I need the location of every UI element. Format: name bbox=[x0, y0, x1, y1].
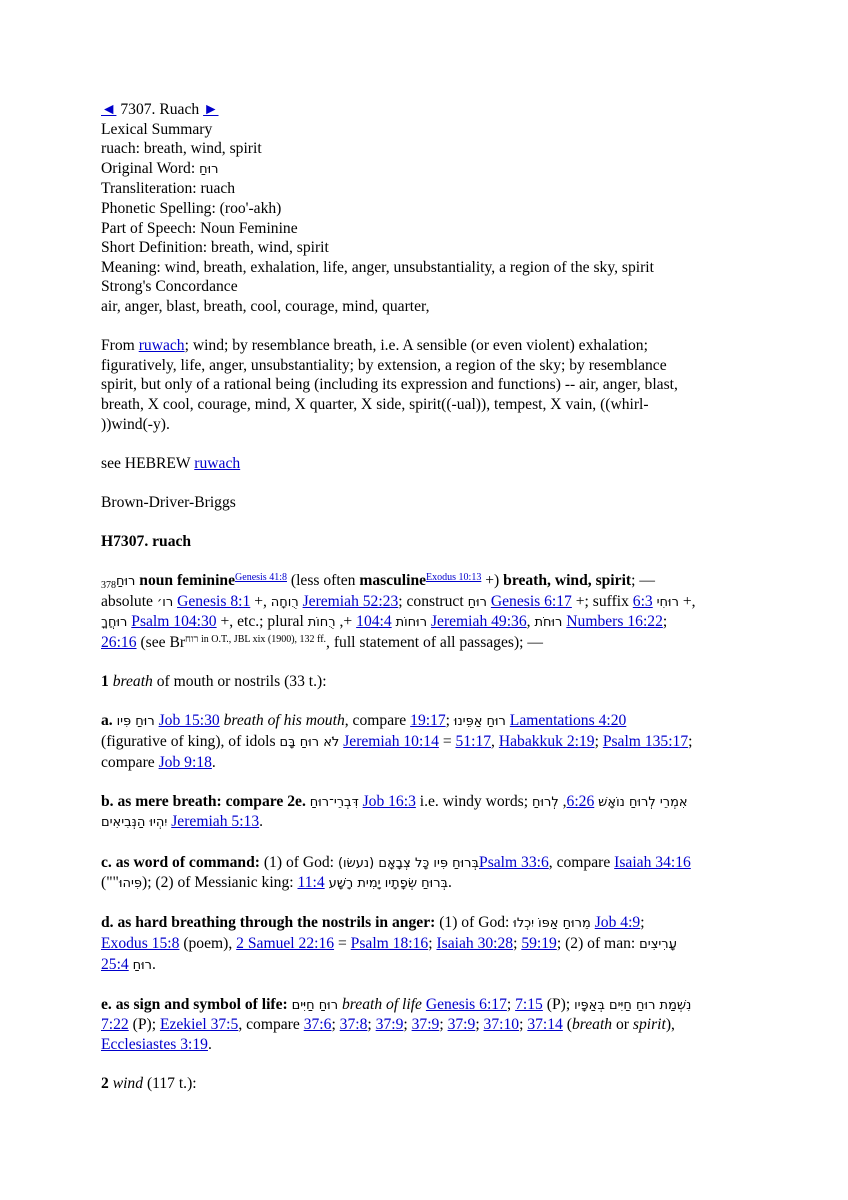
reference-link[interactable]: Ezekiel 37:5 bbox=[159, 1016, 239, 1034]
reference-link[interactable]: 37:9 bbox=[375, 1016, 404, 1034]
hebrew-text: רוּחַ פִּיו bbox=[116, 714, 155, 730]
text: (117 t.): bbox=[146, 1075, 197, 1093]
hebrew-text: דִּבְרֵי־רוּחַ bbox=[309, 794, 359, 810]
reference-link[interactable]: 37:14 bbox=[527, 1016, 563, 1034]
text: +, bbox=[339, 613, 353, 631]
text: d. as hard breathing through the nostrils in anger: bbox=[101, 914, 436, 932]
reference-link[interactable]: Numbers 16:22 bbox=[566, 613, 663, 631]
see-hebrew bbox=[101, 454, 751, 474]
hebrew-text: רוּחִי bbox=[656, 594, 679, 610]
reference-link[interactable]: Psalm 135:17 bbox=[602, 733, 689, 750]
text: H7307. ruach bbox=[101, 533, 192, 551]
text: . bbox=[259, 813, 264, 831]
prev-entry-link[interactable]: ◄ bbox=[101, 101, 117, 118]
text: 2 bbox=[101, 1075, 109, 1093]
sense-1e: e. as sign and symbol of life: רוּחַ חַיִּים breath of life Genesis 6:17; 7:15 (P); נִשְׁמַת רוּחַ חַיִּים בְּאַפָּיו 7:22 (P); Ezekiel 37:5, compare 37:6; 37:8; 37:9; 37:9; 37:9; 37:10; 37:14 (breath or spirit), Ecclesiastes 3:19. bbox=[101, 995, 692, 1053]
text: breath of his mouth bbox=[223, 712, 345, 730]
reference-link[interactable]: 59:19 bbox=[521, 934, 557, 952]
text: . bbox=[152, 955, 156, 973]
text: ; wind; by resemblance breath, i.e. A sensible (or even violent) exhalation; bbox=[184, 337, 648, 355]
text: . bbox=[207, 1035, 212, 1053]
sense-1c bbox=[101, 853, 751, 894]
reference-link[interactable]: Lamentations 4:20 bbox=[509, 712, 627, 730]
text: spirit, but only of a rational being (including its expression and functions) -- air, anger, blast, bbox=[101, 376, 678, 394]
text: see HEBREW bbox=[101, 454, 191, 472]
sense-1d: d. as hard breathing through the nostrils in anger: (1) of God: מֵרוּחַ אַפּוֺ יִכְלוּ Job 4:9; Exodus 15:8 (poem), 2 Samuel 22:16 = Psalm 18:16; Isaiah 30:28; 59:19; (2) of man: עָרִיצִים רוּחַ 25:4 . bbox=[101, 914, 677, 973]
reference-link[interactable]: Psalm 18:16 bbox=[350, 934, 429, 952]
gloss: ruach: breath, wind, spirit bbox=[101, 140, 262, 158]
reference-link[interactable]: Exodus 10:13 bbox=[426, 572, 482, 584]
reference-link[interactable]: Genesis 6:17 bbox=[425, 995, 507, 1013]
reference-link[interactable]: 25:4 bbox=[101, 955, 129, 973]
text: ), bbox=[665, 1016, 675, 1034]
phonetic-spelling: Phonetic Spelling: (roo'-akh) bbox=[101, 199, 282, 217]
hebrew-text: רוּחַ bbox=[132, 957, 153, 973]
reference-link[interactable]: Ecclesiastes 3:19 bbox=[101, 1035, 208, 1053]
document-page bbox=[101, 100, 751, 1094]
see-ruwach-link[interactable]: ruwach bbox=[194, 454, 241, 472]
reference-link[interactable]: Psalm 33:6 bbox=[479, 853, 549, 871]
hebrew-text: רוּחַ חַיִּים bbox=[291, 997, 339, 1013]
reference-link[interactable]: 19:17 bbox=[410, 712, 446, 730]
count: 378 bbox=[101, 580, 116, 592]
original-word bbox=[101, 159, 751, 180]
text: (less often bbox=[290, 572, 356, 590]
text: ("" bbox=[101, 874, 119, 892]
reference-link[interactable]: Psalm 104:30 bbox=[131, 613, 217, 631]
next-entry-link[interactable]: ► bbox=[203, 101, 219, 118]
reference-link[interactable]: 7:15 bbox=[515, 995, 543, 1013]
part-of-speech: Part of Speech: Noun Feminine bbox=[101, 219, 298, 237]
reference-link[interactable]: 51:17 bbox=[455, 733, 492, 750]
hebrew-text: רוּחַ bbox=[116, 574, 136, 590]
reference-link[interactable]: Genesis 41:8 bbox=[235, 572, 287, 584]
meaning: Meaning: wind, breath, exhalation, life, anger, unsubstantiality, a region of the sky, spirit bbox=[101, 258, 654, 276]
reference-link[interactable]: 6:3 bbox=[632, 592, 653, 610]
reference-link[interactable]: Exodus 15:8 bbox=[101, 934, 180, 952]
text: , bbox=[491, 733, 495, 750]
text: ( bbox=[566, 1016, 572, 1034]
text: +; suffix bbox=[575, 592, 629, 610]
hebrew-text: בְּרוּחַ שְׂפָתָיו יָמִית רָשָׁע bbox=[328, 876, 449, 892]
sense-2-heading bbox=[101, 1074, 751, 1094]
text: (poem), bbox=[183, 934, 233, 952]
text: +) bbox=[485, 572, 500, 590]
text: . bbox=[211, 753, 216, 771]
hebrew-text: פִּיהוּ bbox=[118, 876, 142, 892]
hebrew-text: עָרִיצִים bbox=[639, 936, 677, 952]
text: b. as mere breath: compare 2e. bbox=[101, 792, 306, 810]
text: breath bbox=[112, 673, 153, 691]
ruwach-link[interactable]: ruwach bbox=[138, 337, 185, 355]
text: ; bbox=[506, 995, 512, 1013]
lexical-summary-heading: Lexical Summary bbox=[101, 120, 213, 138]
concordance-heading: Strong's Concordance bbox=[101, 278, 238, 296]
reference-link[interactable]: Jeremiah 10:14 bbox=[343, 733, 439, 750]
reference-link[interactable]: Job 15:30 bbox=[158, 712, 220, 730]
text: , compare bbox=[344, 712, 407, 730]
hebrew-text: רֻוחָה bbox=[270, 594, 299, 610]
reference-link[interactable]: Isaiah 30:28 bbox=[436, 934, 514, 952]
reference-link[interactable]: Job 4:9 bbox=[594, 914, 641, 932]
hebrew-text: רוּחוֺת bbox=[395, 615, 428, 631]
hebrew-text: יִהְיוּ הַנְּבִיאִים bbox=[101, 815, 168, 831]
reference-link[interactable]: Jeremiah 52:23 bbox=[302, 592, 399, 610]
sense-1a: a. רוּחַ פִּיו Job 15:30 breath of his mouth, compare 19:17; רוּחַ אַפֵּינוּ Lamentations 4:20 (figurative of king), of idols לֹא רוּחַ בָּם Jeremiah 10:14 = 51:17, Habakkuk 2:19; Psalm 135:17; compare Job 9:18. bbox=[101, 712, 693, 771]
reference-link[interactable]: Job 16:3 bbox=[362, 792, 416, 810]
text: spirit bbox=[632, 1016, 666, 1034]
hebrew-text: (נעשׂו) בְּרוּחַ פִּיו כָּל צְבָאָם bbox=[337, 855, 480, 871]
reference-link[interactable]: 2 Samuel 22:16 bbox=[236, 934, 335, 952]
text: or bbox=[616, 1016, 629, 1034]
reference-link[interactable]: Genesis 6:17 bbox=[490, 592, 572, 610]
bdb-head-paragraph: $רוּחַ_{378}$ noun feminine$^{Genesis 41:8}$ (less often masculine$^{Exodus 10:13}$ +) breath, wind, spirit; — absolute רו׳ Genesis 8:1 +, רֻוחָה Jeremiah 52:23; construct רוּחַ Genesis 6:17 +; suffix רוּחִי 6:3 +, רוּחֲךָ Psalm 104:30 +, etc.; plural רוּחוֺת 104:4 +, רֻחוֺת Jeremiah 49:36, רוּחֹת Numbers 16:22; 26:16 (see $Br^{רוח in O.T., JBL xix (1900), 132 ff.}$, full statement of all passages); — bbox=[101, 572, 696, 652]
strongs-paragraph bbox=[101, 336, 751, 434]
text: (1) of God: bbox=[263, 853, 335, 871]
nav-line bbox=[101, 100, 751, 120]
text: masculine bbox=[359, 572, 427, 590]
hebrew-text: רוּחֲךָ bbox=[101, 615, 128, 631]
sense-1-heading bbox=[101, 672, 751, 692]
reference-link[interactable]: 37:8 bbox=[339, 1016, 368, 1034]
text: = bbox=[442, 733, 452, 750]
text: , full statement of all passages); — bbox=[326, 634, 543, 652]
reference-link[interactable]: Jeremiah 5:13 bbox=[171, 813, 260, 831]
reference-link[interactable]: 37:9 bbox=[411, 1016, 440, 1034]
text: 1 bbox=[101, 673, 109, 691]
text: noun feminine bbox=[139, 572, 236, 590]
text: c. as word of command: bbox=[101, 853, 260, 871]
text: ; (2) of man: bbox=[556, 934, 636, 952]
hebrew-text: רֻחוֺת bbox=[307, 615, 336, 631]
original-word-label: Original Word: bbox=[101, 159, 196, 177]
reference-link[interactable]: Genesis 8:1 bbox=[177, 592, 251, 610]
text: compare bbox=[101, 753, 155, 771]
text: (P); bbox=[546, 995, 571, 1013]
text: ); (2) of Messianic king: bbox=[142, 874, 294, 892]
text: breath bbox=[571, 1016, 613, 1034]
reference-link[interactable]: 104:4 bbox=[356, 613, 392, 631]
hebrew-text: רוּחַ bbox=[467, 594, 487, 610]
bdb-heading: Brown-Driver-Briggs bbox=[101, 493, 236, 511]
reference-link[interactable]: 26:16 bbox=[101, 634, 137, 652]
text: ; construct bbox=[398, 592, 464, 610]
reference-link[interactable]: 6:26 bbox=[566, 792, 595, 810]
hebrew-text: רוּחַ אַפֵּינוּ bbox=[453, 714, 506, 730]
text: i.e. windy words; bbox=[419, 792, 529, 810]
text: breath of life bbox=[341, 995, 422, 1013]
hebrew-text: רו׳ bbox=[156, 594, 174, 610]
text: ; — bbox=[631, 572, 655, 590]
reference-link[interactable]: Job 9:18 bbox=[158, 753, 212, 771]
text: +, bbox=[682, 592, 696, 610]
text: a. bbox=[101, 712, 113, 730]
text: ; bbox=[445, 712, 451, 730]
transliteration: Transliteration: ruach bbox=[101, 180, 236, 198]
concordance-words: air, anger, blast, breath, cool, courage, mind, quarter, bbox=[101, 297, 430, 315]
reference-link[interactable]: 37:10 bbox=[483, 1016, 520, 1034]
hebrew-text: רוּחֹת bbox=[534, 615, 563, 631]
hebrew-text: לֹא רוּחַ בָּם bbox=[279, 735, 340, 750]
reference-link[interactable]: 37:9 bbox=[447, 1016, 476, 1034]
text: +, etc.; plural bbox=[220, 613, 304, 631]
reference-link[interactable]: Jeremiah 49:36 bbox=[430, 613, 527, 631]
text: ; bbox=[662, 613, 668, 631]
text: figuratively, life, anger, unsubstantiality; by extension, a region of the sky; by resemblance bbox=[101, 356, 667, 374]
hebrew-text: נִשְׁמַת רוּחַ חַיִּים בְּאַפָּיו bbox=[574, 997, 692, 1013]
text: absolute bbox=[101, 592, 153, 610]
text: ))wind(-y). bbox=[101, 415, 170, 433]
text: From bbox=[101, 337, 135, 355]
reference-link[interactable]: 11:4 bbox=[297, 874, 325, 892]
text: . bbox=[448, 874, 452, 892]
short-definition: Short Definition: breath, wind, spirit bbox=[101, 239, 329, 257]
text: = bbox=[337, 934, 347, 952]
text: (see Br bbox=[140, 634, 186, 652]
text: e. as sign and symbol of life: bbox=[101, 995, 288, 1013]
text: ; bbox=[640, 914, 645, 932]
text: of mouth or nostrils (33 t.): bbox=[156, 673, 327, 691]
text: breath, X cool, courage, mind, X quarter, X side, spirit((-ual)), tempest, X vain, ((whirl- bbox=[101, 395, 649, 413]
hebrew-text: מֵרוּחַ אַפּוֺ יִכְלוּ bbox=[513, 916, 591, 932]
text: , compare bbox=[238, 1016, 300, 1034]
reference-link[interactable]: 37:6 bbox=[303, 1016, 332, 1034]
sense-1b: b. as mere breath: compare 2e. דִּבְרֵי־רוּחַ Job 16:3 i.e. windy words; אִמְרֵי לְרוּחַ נוֺאָשׁ 6:26, לְרוּחַ יִהְיוּ הַנְּבִיאִים Jeremiah 5:13. bbox=[101, 792, 688, 831]
text: +, bbox=[254, 592, 267, 610]
text: , compare bbox=[548, 853, 611, 871]
original-word-hebrew: רוּחַ bbox=[199, 161, 219, 177]
hebrew-text: אִמְרֵי לְרוּחַ נוֺאָשׁ bbox=[598, 794, 688, 810]
reference-link[interactable]: 7:22 bbox=[101, 1016, 129, 1034]
text: (1) of God: bbox=[439, 914, 510, 932]
entry-title: 7307. Ruach bbox=[120, 101, 200, 118]
text: (figurative of king), of idols bbox=[101, 733, 276, 750]
hebrew-text: לְרוּחַ bbox=[531, 794, 559, 810]
text: (P); bbox=[132, 1016, 157, 1034]
superscript: רוח in O.T., JBL xix (1900), 132 ff. bbox=[185, 634, 327, 646]
text: wind bbox=[112, 1075, 144, 1093]
bdb-entry-title bbox=[101, 532, 751, 552]
reference-link[interactable]: Habakkuk 2:19 bbox=[498, 733, 595, 750]
text: breath, wind, spirit bbox=[503, 572, 632, 590]
reference-link[interactable]: Isaiah 34:16 bbox=[614, 853, 691, 871]
